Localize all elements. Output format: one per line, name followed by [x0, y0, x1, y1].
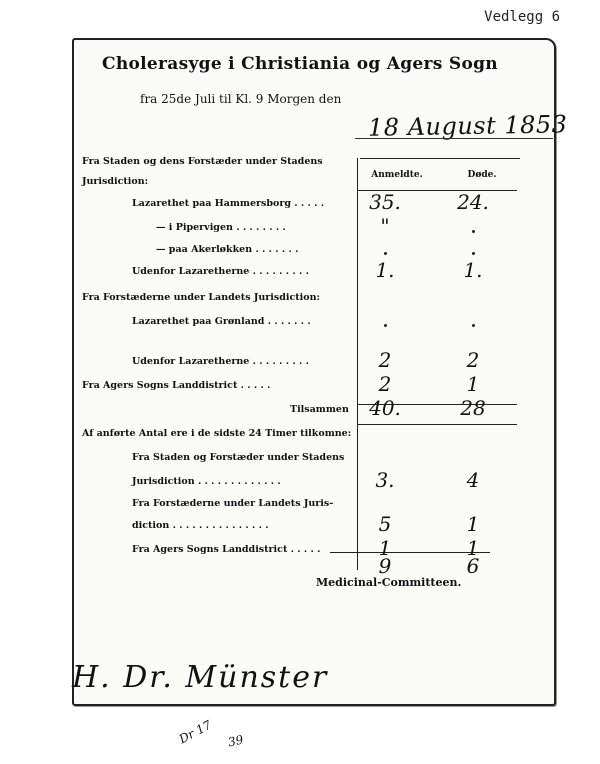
cell-dode: 24.	[457, 190, 489, 214]
cell-anmeldte: 2	[378, 372, 392, 396]
margin-note-number: 39	[226, 732, 245, 750]
table-row-label: Jurisdiction . . . . . . . . . . . . .	[132, 476, 281, 487]
date-range-line: fra 25de Juli til Kl. 9 Morgen den	[140, 92, 342, 106]
table-row-label: Af anførte Antal ere i de sidste 24 Timer tilkomne:	[82, 428, 352, 439]
handwritten-date: 18 August 1853	[367, 110, 568, 142]
cell-dode: 2	[466, 348, 480, 372]
document-title: Cholerasyge i Christiania og Agers Sogn	[102, 54, 498, 74]
table-row-label: Udenfor Lazaretherne . . . . . . . . .	[132, 356, 309, 367]
cell-anmeldte: 2	[378, 348, 392, 372]
empty-mark-dot	[384, 324, 387, 327]
cell-dode: 1	[466, 512, 480, 536]
table-top-rule	[360, 158, 520, 159]
date-underline	[355, 138, 553, 139]
cell-dode: 1	[466, 372, 480, 396]
table-row-label: Lazarethet paa Grønland . . . . . . .	[132, 316, 311, 327]
table-row-label: Tilsammen	[290, 404, 349, 415]
cell-dode: 1.	[463, 258, 483, 282]
table-row-label: — paa Akerløkken . . . . . . .	[156, 244, 299, 255]
cell-anmeldte: 1.	[375, 258, 395, 282]
table-row-label: Fra Staden og dens Forstæder under Stadens	[82, 156, 323, 167]
table-row-label: Fra Agers Sogns Landdistrict . . . . .	[132, 544, 321, 555]
cell-dode: 6	[466, 554, 480, 578]
cell-anmeldte: 40.	[369, 396, 401, 420]
cell-anmeldte: 3.	[375, 468, 395, 492]
cell-dode: 1	[466, 536, 480, 560]
total-rule-bottom	[357, 424, 517, 425]
column-header-anmeldte: Anmeldte.	[371, 170, 423, 180]
empty-mark-dot	[472, 252, 475, 255]
table-row-label: — i Pipervigen . . . . . . . .	[156, 222, 286, 233]
table-row-label: Fra Forstæderne under Landets Juris-	[132, 498, 334, 509]
cell-dode: 28	[460, 396, 486, 420]
cell-anmeldte: 35.	[369, 190, 401, 214]
empty-mark-dot	[384, 252, 387, 255]
committee-name: Medicinal-Committeen.	[316, 576, 462, 589]
table-row-label: diction . . . . . . . . . . . . . . .	[132, 520, 269, 531]
table-row-label: Fra Forstæderne under Landets Jurisdiction:	[82, 292, 320, 303]
table-row-label: Fra Agers Sogns Landdistrict . . . . .	[82, 380, 271, 391]
margin-note: Dr 17	[176, 717, 214, 747]
table-row-label: Jurisdiction:	[82, 176, 149, 187]
table-divider	[357, 158, 358, 570]
table-row-label: Udenfor Lazaretherne . . . . . . . . .	[132, 266, 309, 277]
cell-anmeldte: 9	[378, 554, 392, 578]
page-tag: Vedlegg 6	[484, 9, 560, 25]
empty-mark-dot	[472, 230, 475, 233]
handwritten-signature: H. Dr. Münster	[72, 660, 329, 695]
table-row-label: Lazarethet paa Hammersborg . . . . .	[132, 198, 325, 209]
column-header-dode: Døde.	[467, 170, 497, 180]
cell-dode: 4	[466, 468, 480, 492]
empty-mark-dot	[472, 324, 475, 327]
cell-anmeldte: "	[380, 214, 390, 238]
cell-anmeldte: 1	[378, 536, 392, 560]
cell-anmeldte: 5	[378, 512, 392, 536]
table-row-label: Fra Staden og Forstæder under Stadens	[132, 452, 345, 463]
